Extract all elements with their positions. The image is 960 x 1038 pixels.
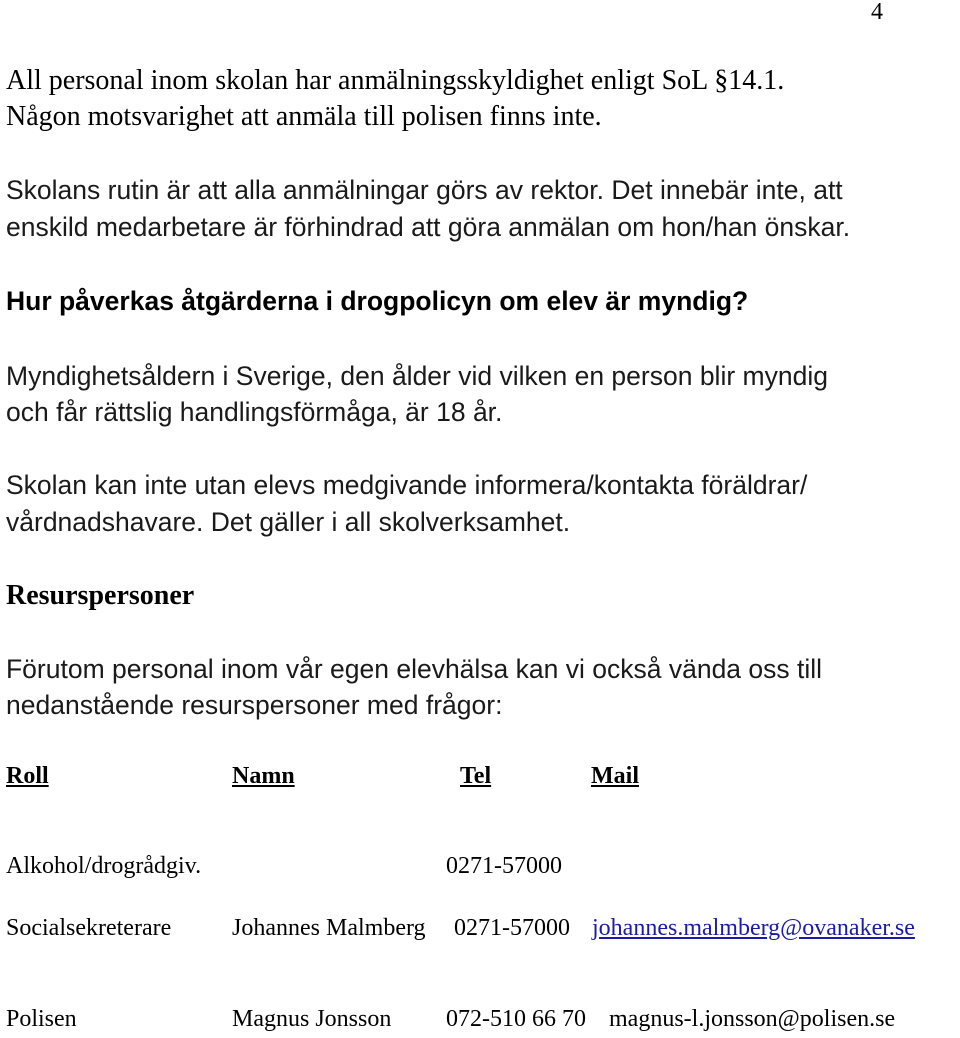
email-link[interactable]: johannes.malmberg@ovanaker.se: [592, 915, 915, 941]
column-header-mail: Mail: [591, 763, 639, 789]
cell-name: Magnus Jonsson: [232, 1006, 392, 1032]
cell-mail: magnus-l.jonsson@polisen.se: [609, 1006, 896, 1032]
column-header-phone: Tel: [460, 763, 492, 789]
heading-adult-student: Hur påverkas åtgärderna i drogpolicyn om elev är myndig?: [6, 286, 749, 316]
cell-role: Socialsekreterare: [6, 915, 172, 941]
text-line: enskild medarbetare är förhindrad att göra anmälan om hon/han önskar.: [6, 212, 851, 242]
cell-role: Alkohol/drogrådgiv.: [6, 853, 202, 879]
cell-phone: 0271-57000: [446, 853, 562, 879]
text-line: Skolans rutin är att alla anmälningar görs av rektor. Det innebär inte, att: [6, 175, 843, 205]
text-line: vårdnadshavare. Det gäller i all skolverksamhet.: [6, 507, 571, 537]
text-line: Myndighetsåldern i Sverige, den ålder vid vilken en person blir myndig: [6, 361, 828, 391]
text-line: Någon motsvarighet att anmäla till polisen finns inte.: [6, 101, 602, 132]
text-line: Förutom personal inom vår egen elevhälsa kan vi också vända oss till: [6, 654, 823, 684]
column-header-role: Roll: [6, 763, 49, 789]
text-line: All personal inom skolan har anmälningsskyldighet enligt SoL §14.1.: [6, 65, 785, 96]
text-line: och får rättslig handlingsförmåga, är 18 år.: [6, 397, 503, 427]
column-header-name: Namn: [232, 763, 295, 789]
heading-resource-persons: Resurspersoner: [6, 580, 195, 611]
text-line: nedanstående resurspersoner med frågor:: [6, 690, 503, 720]
cell-name: Johannes Malmberg: [232, 915, 426, 941]
cell-phone: 0271-57000: [454, 915, 570, 941]
page-number: 4: [871, 0, 883, 25]
cell-phone: 072-510 66 70: [446, 1006, 586, 1032]
cell-role: Polisen: [6, 1006, 77, 1032]
text-line: Skolan kan inte utan elevs medgivande informera/kontakta föräldrar/: [6, 470, 808, 500]
